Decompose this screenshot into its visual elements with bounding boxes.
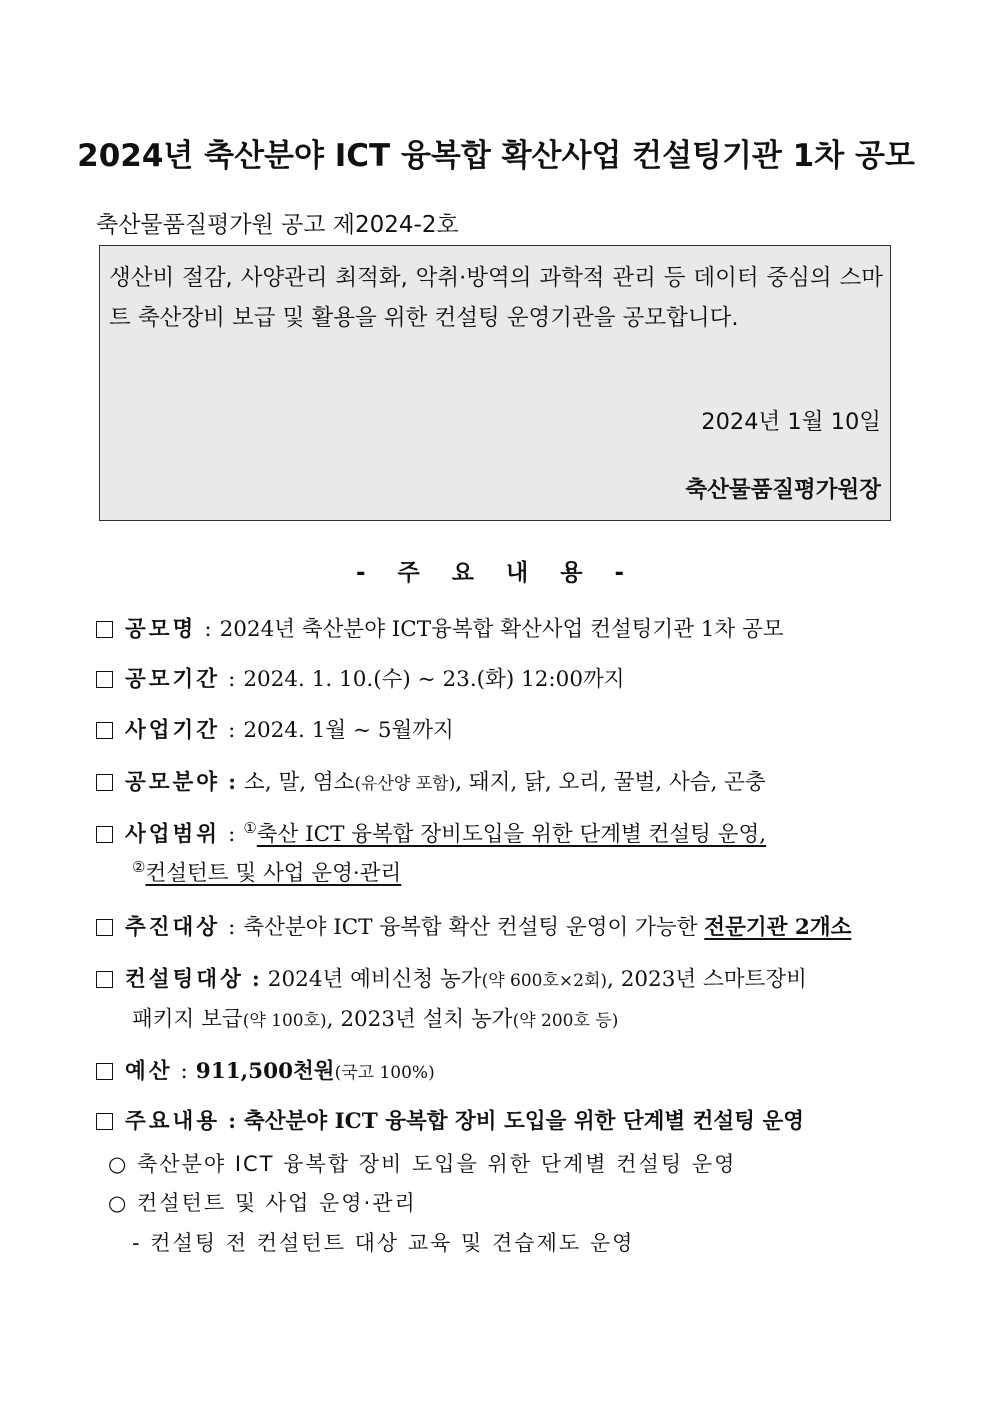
item-main-content: 주요내용 : 축산분야 ICT 융복합 장비 도입을 위한 단계별 컨설팅 운영 — [96, 1104, 906, 1135]
issuing-organization: 축산물품질평가원장 — [685, 477, 881, 503]
checkbox-square-icon — [96, 1063, 113, 1080]
item-name-value: 2024년 축산분야 ICT융복합 확산사업 컨설팅기관 1차 공모 — [219, 617, 784, 642]
page-title: 2024년 축산분야 ICT 융복합 확산사업 컨설팅기관 1차 공모 — [77, 138, 915, 174]
item-consult-target: 컨설팅대상 : 2024년 예비신청 농가(약 600호×2회), 2023년 스마트장비 — [96, 962, 906, 993]
checkbox-square-icon — [96, 722, 113, 739]
sub-item-1: ○ 축산분야 ICT 융복합 장비 도입을 위한 단계별 컨설팅 운영 — [108, 1152, 737, 1176]
item-budget: 예산 : 911,500천원(국고 100%) — [96, 1054, 906, 1085]
item-project-period: 사업기간 : 2024. 1월 ~ 5월까지 — [96, 713, 906, 744]
announcement-date: 2024년 1월 10일 — [701, 409, 881, 435]
checkbox-square-icon — [96, 621, 113, 638]
sub-item-3: - 컨설팅 전 컨설턴트 대상 교육 및 견습제도 운영 — [132, 1231, 635, 1255]
checkbox-square-icon — [96, 1113, 113, 1130]
item-name: 공모명 : 2024년 축산분야 ICT융복합 확산사업 컨설팅기관 1차 공모 — [96, 612, 906, 643]
item-consult-target-line2: 패키지 보급(약 100호), 2023년 설치 농가(약 200호 등) — [132, 1007, 619, 1032]
item-period: 공모기간 : 2024. 1. 10.(수) ~ 23.(화) 12:00까지 — [96, 662, 906, 693]
item-period-value: 2024. 1. 10.(수) ~ 23.(화) 12:00까지 — [243, 667, 625, 692]
item-scope: 사업범위 : ①축산 ICT 융복합 장비도입을 위한 단계별 컨설팅 운영, — [96, 817, 906, 848]
summary-box — [99, 245, 891, 521]
notice-number: 축산물품질평가원 공고 제2024-2호 — [96, 212, 459, 238]
checkbox-square-icon — [96, 826, 113, 843]
checkbox-square-icon — [96, 971, 113, 988]
section-title: - 주 요 내 용 - — [355, 560, 636, 586]
item-scope-line2: ②컨설턴트 및 사업 운영·관리 — [132, 858, 402, 886]
checkbox-square-icon — [96, 919, 113, 936]
item-field: 공모분야 : 소, 말, 염소(유산양 포함), 돼지, 닭, 오리, 꿀벌, 사슴, 곤충 — [96, 765, 906, 796]
checkbox-square-icon — [96, 774, 113, 791]
summary-text: 생산비 절감, 사양관리 최적화, 악취·방역의 과학적 관리 등 데이터 중심의 스마트 축산장비 보급 및 활용을 위한 컨설팅 운영기관을 공모합니다. — [109, 265, 883, 331]
checkbox-square-icon — [96, 671, 113, 688]
sub-item-2: ○ 컨설턴트 및 사업 운영·관리 — [108, 1191, 417, 1215]
item-project-period-value: 2024. 1월 ~ 5월까지 — [243, 718, 454, 743]
item-target: 추진대상 : 축산분야 ICT 융복합 확산 컨설팅 운영이 가능한 전문기관 2개소 — [96, 910, 906, 941]
